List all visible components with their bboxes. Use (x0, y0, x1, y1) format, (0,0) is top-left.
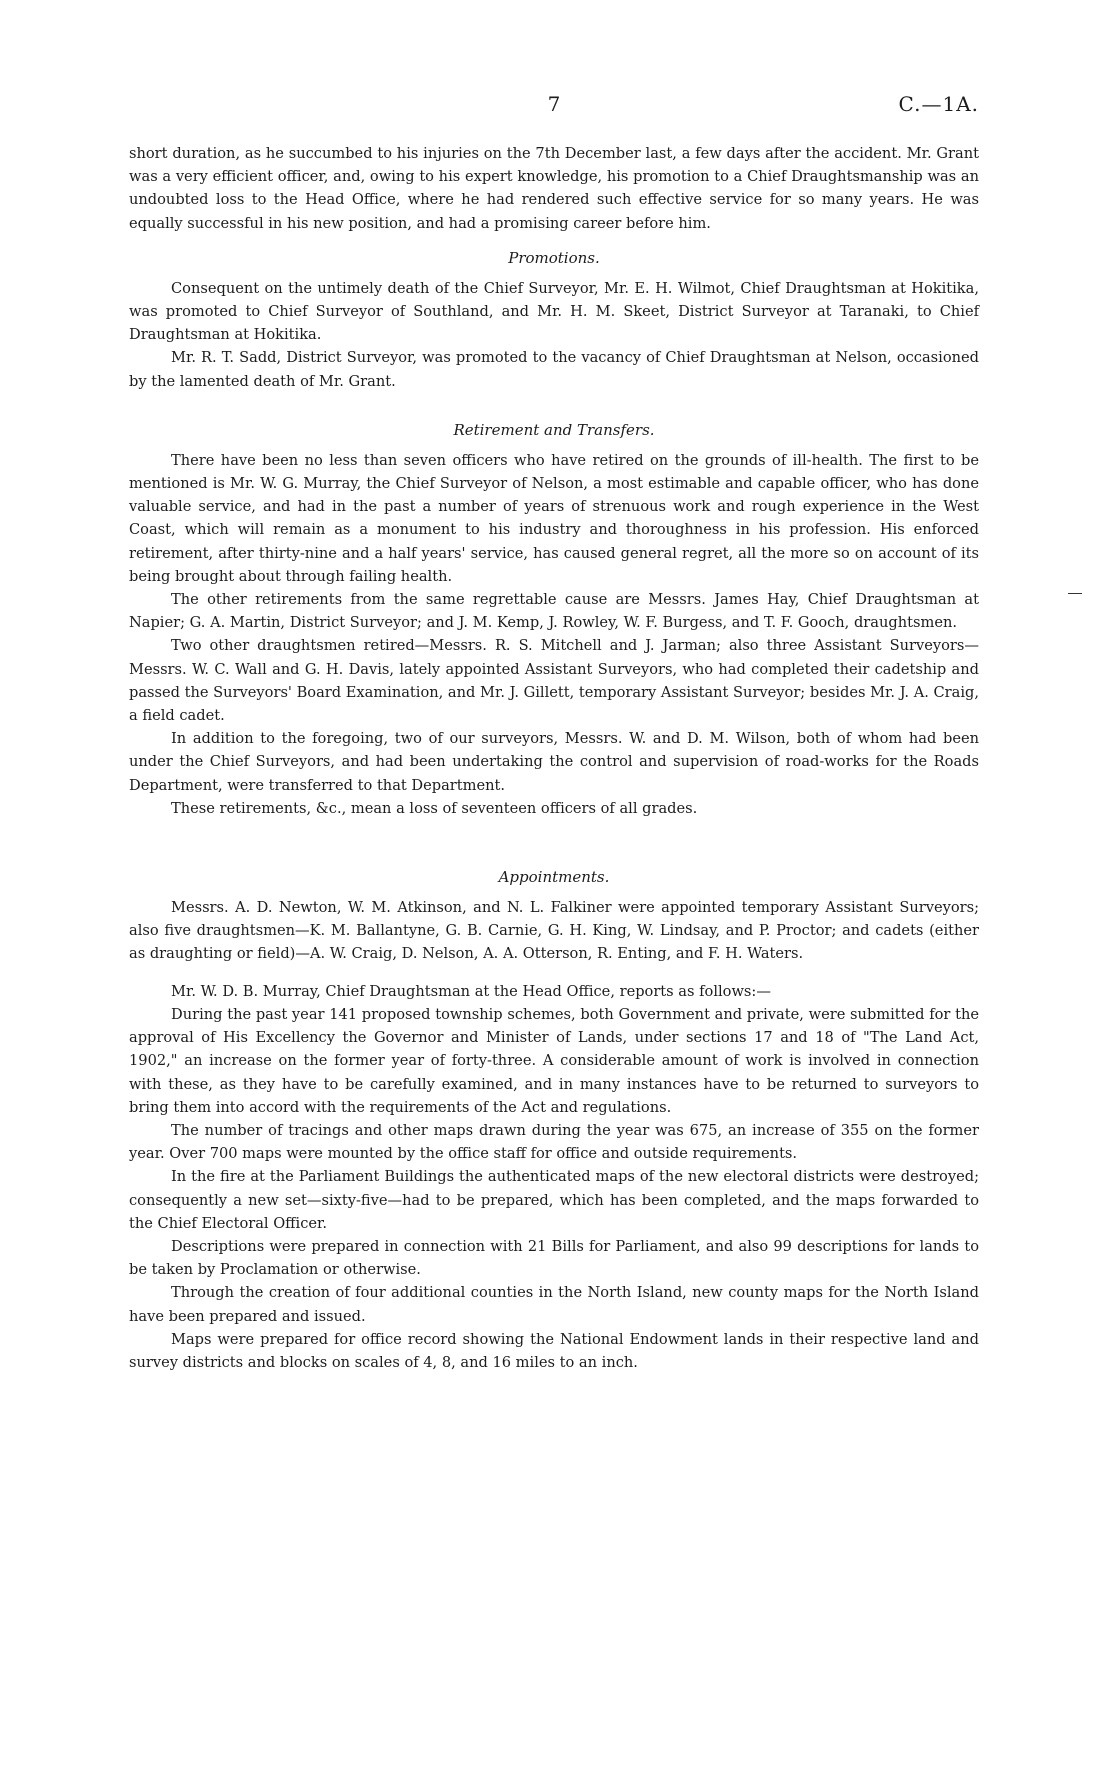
intro-paragraph: short duration, as he succumbed to his injuries on the 7th December last, a few days after the accident. Mr. Grant was a very efficient officer, and, owing to his expert knowledge, his promotion to a Chief Draughtsmanship was an undoubted loss to the Head Office, where he had rendered such effective service for so many years. He was equally successful in his new position, and had a promising career before him. (129, 145, 979, 232)
document-body (129, 142, 979, 1374)
report-paragraph: During the past year 141 proposed township schemes, both Government and private, were submitted for the approval of His Excellency the Governor and Minister of Lands, under sections 17 and 18 of "The Land Act, 1902," an increase on the former year of forty-three. A considerable amount of work is involved in connection with these, as they have to be carefully examined, and in many instances have to be returned to surveyors to bring them into accord with the requirements of the Act and regulations. (129, 1005, 979, 1116)
promotions-paragraph: Consequent on the untimely death of the Chief Surveyor, Mr. E. H. Wilmot, Chief Draughtsman at Hokitika, was promoted to Chief Surveyor of Southland, and Mr. H. M. Skeet, District Surveyor at Taranaki, to Chief Draughtsman at Hokitika. (129, 279, 979, 344)
page-number: 7 (547, 92, 561, 116)
promotions-heading: Promotions. (508, 248, 600, 267)
page-header (129, 92, 979, 122)
report-paragraph: The number of tracings and other maps drawn during the year was 675, an increase of 355 on the former year. Over 700 maps were mounted by the office staff for office and outside requirements. (129, 1121, 979, 1163)
retirement-paragraph: These retirements, &c., mean a loss of seventeen officers of all grades. (171, 799, 698, 817)
report-paragraph: Maps were prepared for office record showing the National Endowment lands in their respective land and survey districts and blocks on scales of 4, 8, and 16 miles to an inch. (129, 1330, 979, 1371)
document-code: C.—1A. (898, 92, 979, 116)
retirement-paragraph: The other retirements from the same regrettable cause are Messrs. James Hay, Chief Draughtsman at Napier; G. A. Martin, District Surveyor; and J. M. Kemp, J. Rowley, W. F. Burgess, and T. F. Gooch, draughtsmen. (129, 591, 979, 632)
retirement-heading: Retirement and Transfers. (453, 420, 655, 439)
retirement-paragraph: There have been no less than seven officers who have retired on the grounds of ill-health. The first to be mentioned is Mr. W. G. Murray, the Chief Surveyor of Nelson, a most estimable and capable officer, who has done valuable service, and had in the past a number of years of strenuous work and rough experience in the West Coast, which will remain as a monument to his industry and thoroughness in his profession. His enforced retirement, after thirty-nine and a half years' service, has caused general regret, all the more so on account of its being brought about through failing health. (129, 451, 979, 585)
report-paragraph: Descriptions were prepared in connection with 21 Bills for Parliament, and also 99 descriptions for lands to be taken by Proclamation or otherwise. (129, 1237, 979, 1279)
report-paragraph: In the fire at the Parliament Buildings the authenticated maps of the new electoral districts were destroyed; consequently a new set—sixty-five—had to be prepared, which has been completed, and the maps forwarded to the Chief Electoral Officer. (129, 1168, 979, 1232)
promotions-paragraph: Mr. R. T. Sadd, District Surveyor, was promoted to the vacancy of Chief Draughtsman at Nelson, occasioned by the lamented death of Mr. Grant. (129, 349, 979, 390)
margin-mark (1068, 593, 1082, 594)
appointments-paragraph: Messrs. A. D. Newton, W. M. Atkinson, and N. L. Falkiner were appointed temporary Assistant Surveyors; also five draughtsmen—K. M. Ballantyne, G. B. Carnie, G. H. King, W. Lindsay, and P. Proctor; and cadets (either as draughting or field)—A. W. Craig, D. Nelson, A. A. Otterson, R. Enting, and F. H. Waters. (129, 899, 979, 963)
retirement-paragraph: Two other draughtsmen retired—Messrs. R. S. Mitchell and J. Jarman; also three Assistant Surveyors—Messrs. W. C. Wall and G. H. Davis, lately appointed Assistant Surveyors, who had completed their cadetship and passed the Surveyors' Board Examination, and Mr. J. Gillett, temporary Assistant Surveyor; besides Mr. J. A. Craig, a field cadet. (129, 637, 980, 725)
report-paragraph: Through the creation of four additional counties in the North Island, new county maps for the North Island have been prepared and issued. (129, 1284, 979, 1325)
appointments-heading: Appointments. (498, 868, 610, 887)
retirement-paragraph: In addition to the foregoing, two of our surveyors, Messrs. W. and D. M. Wilson, both of whom had been under the Chief Surveyors, and had been undertaking the control and supervision of road-works for the Roads Department, were transferred to that Department. (129, 730, 979, 794)
report-intro: Mr. W. D. B. Murray, Chief Draughtsman at the Head Office, reports as follows:— (171, 982, 771, 1000)
